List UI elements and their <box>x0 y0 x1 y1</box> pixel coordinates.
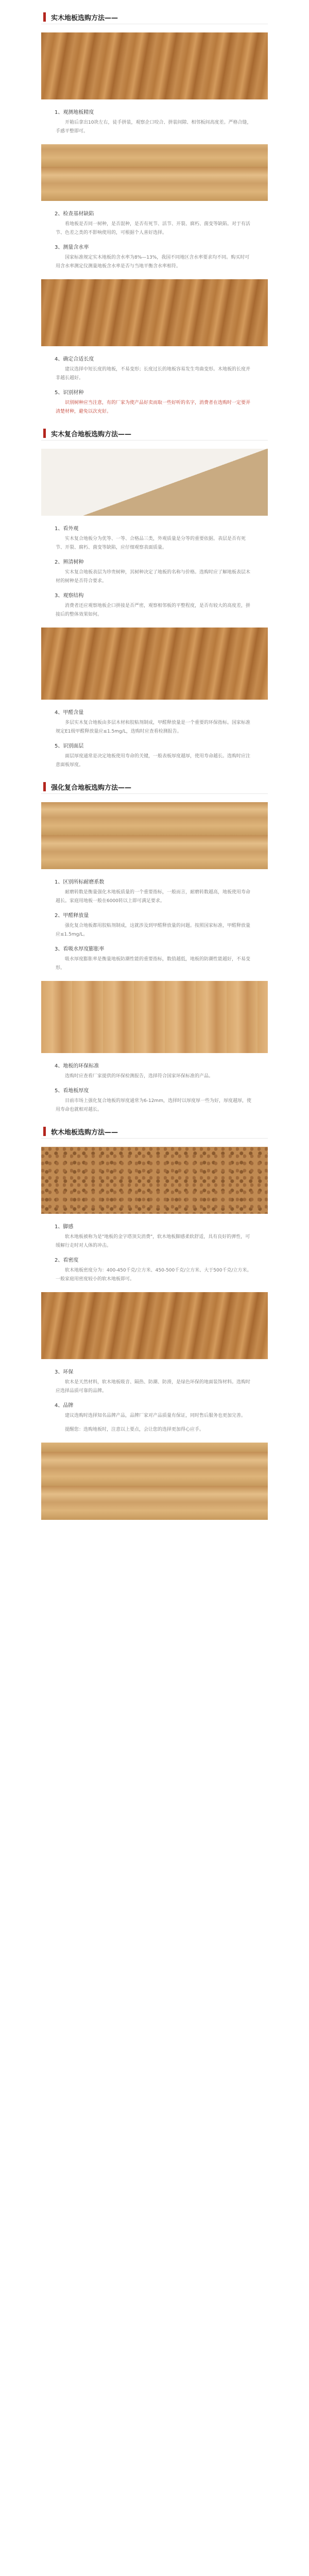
tip-heading: 4、甲醛含量 <box>55 710 84 716</box>
tip-heading: 3、环保 <box>55 1369 74 1375</box>
section-header-title: 强化复合地板选购方法—— <box>51 784 132 792</box>
tip-heading: 2、检查基材缺陷 <box>55 211 94 217</box>
wood-floor-photo <box>41 1443 268 1520</box>
tip-heading: 3、测量含水率 <box>55 245 89 250</box>
tip-heading: 4、地板的环保标准 <box>55 1063 99 1069</box>
tip-text: 面层厚度通常是决定地板使用寿命的关键，一般表板厚度越厚，使用寿命越长。选购时应注意面板厚度。 <box>56 754 251 768</box>
section-header-title: 软木地板选购方法—— <box>51 1128 118 1137</box>
tip-heading: 2、辨清树种 <box>55 560 84 565</box>
wood-floor-photo <box>41 981 268 1053</box>
tip-block <box>41 1256 268 1284</box>
tip-block <box>41 354 268 383</box>
tip-heading: 3、看吸水厚度膨胀率 <box>55 946 105 952</box>
tip-block <box>41 741 268 770</box>
tip-heading: 2、看密度 <box>55 1258 79 1263</box>
tip-heading: 1、区别所标耐磨系数 <box>55 879 105 885</box>
section-header-solid-wood <box>41 10 268 24</box>
article-page <box>41 10 268 1520</box>
section-header-title: 实木复合地板选购方法—— <box>51 430 132 438</box>
tip-heading: 1、看外观 <box>55 526 79 532</box>
header-accent-bar <box>43 1127 46 1136</box>
header-accent-bar <box>43 429 46 438</box>
tip-heading: 4、确定合适长度 <box>55 357 94 362</box>
tip-heading: 4、品牌 <box>55 1403 74 1409</box>
tip-text: 强化复合地板都用胶粘剂制成，这就涉及到甲醛释放量的问题。按照国家标准，甲醛释放量应≤1.5mg/L。 <box>56 923 251 937</box>
tip-heading: 2、甲醛释放量 <box>55 913 89 919</box>
tip-block <box>41 388 268 416</box>
tip-block <box>41 1401 268 1420</box>
tip-text: 软木地板密度分为：400-450千克/立方米、450-500千克/立方米、大于500千克/立方米。一般家庭用密度较小的软木地板即可。 <box>56 1268 252 1282</box>
section-header-title: 实木地板选购方法—— <box>51 14 118 22</box>
tip-heading: 3、观察结构 <box>55 593 84 599</box>
wood-floor-photo <box>41 32 268 99</box>
tip-heading: 5、识别面层 <box>55 743 84 749</box>
closing-note <box>41 1426 268 1434</box>
tip-heading: 1、观测地板精度 <box>55 110 94 115</box>
tip-block <box>41 1367 268 1396</box>
tip-text: 软木地板被称为是"地板的金字塔顶尖消费"，软木地板脚感柔软舒适，具有良好的弹性，可缓解行走时对人体的冲击。 <box>56 1234 250 1248</box>
cork-floor-photo <box>41 1147 268 1214</box>
tip-block <box>41 591 268 619</box>
tip-text: 实木复合地板分为优等、一等、合格品三类，外观质量是分等的重要依据。表层是否有死节、开裂、腐朽、菌变等缺陷，应仔细观察表面质量。 <box>56 536 246 550</box>
wood-floor-photo <box>41 628 268 700</box>
tip-text: 耐磨转数是衡量强化木地板质量的一个重要指标，一般而言，耐磨转数越高，地板使用寿命越长。家庭用地板一般在6000转以上即可满足要求。 <box>56 890 251 904</box>
tip-block <box>41 708 268 736</box>
section-header-engineered <box>41 427 268 440</box>
header-accent-bar <box>43 12 46 22</box>
tip-heading: 1、脚感 <box>55 1224 74 1230</box>
tip-text: 吸水厚度膨胀率是衡量地板防潮性能的重要指标，数值越低，地板的防潮性能越好，不易变形。 <box>56 957 251 971</box>
wood-floor-photo <box>41 144 268 201</box>
closing-text: 提醒您：选购地板时，注意以上要点，会让您的选择更加得心应手。 <box>65 1427 204 1432</box>
wood-floor-photo <box>41 802 268 869</box>
tip-text: 建议选择中短长度的地板，不易变形；长度过长的地板容易发生弯曲变形。木地板的长度并非越长越好。 <box>56 367 251 381</box>
wood-floor-photo <box>41 279 268 346</box>
tip-block <box>41 524 268 552</box>
tip-block <box>41 557 268 586</box>
tip-block <box>41 1222 268 1250</box>
tip-block <box>41 1061 268 1081</box>
tip-text: 看地板是否同一树种，是否混种，是否有死节、活节、开裂、腐朽、菌变等缺陷。对于有活节、色差之类的不影响使用的，可根据个人喜好选择。 <box>56 222 251 235</box>
tip-text: 开箱后拿出10块左右，徒手拼装，观察企口咬合、拼装间隙、相邻板间高度差。严格合缝，手感平整即可。 <box>56 120 252 134</box>
tip-block <box>41 209 268 238</box>
header-accent-bar <box>43 782 46 791</box>
tip-text: 软木是天然材料，软木地板吸音、隔热、防潮、防滑，是绿色环保的地面装饰材料。选购时应选择品质可靠的品牌。 <box>56 1380 251 1394</box>
tip-text: 多层实木复合地板由多层木材和胶粘剂制成，甲醛释放量是一个重要的环保指标。国家标准规定E1级甲醛释放量应≤1.5mg/L，选购时应查看检测报告。 <box>56 720 251 734</box>
tip-text: 国家标准规定实木地板的含水率为8%—13%，我国不同地区含水率要求均不同。购买时可用含水率测定仪测量地板含水率是否与当地平衡含水率相符。 <box>56 255 250 269</box>
wood-floor-photo <box>41 1292 268 1359</box>
tip-text: 消费者还应观察地板企口拼接是否严密，观察相邻板的平整程度，是否有较大的高度差，拼接后的整体效果如何。 <box>56 603 251 617</box>
section-header-cork <box>41 1125 268 1139</box>
tip-block <box>41 877 268 906</box>
tip-heading: 5、识别材种 <box>55 390 84 396</box>
tip-text: 选购时应查看厂家提供的环保检测报告，选择符合国家环保标准的产品。 <box>65 1074 214 1079</box>
tip-text: 实木复合地板表层为珍贵树种，其树种决定了地板的名称与价格。选购时应了解地板表层木材的树种是否符合要求。 <box>56 570 251 584</box>
tip-block <box>41 1086 268 1114</box>
tip-heading: 5、看地板厚度 <box>55 1088 89 1094</box>
section-header-laminate <box>41 780 268 794</box>
tip-block <box>41 243 268 271</box>
tip-text: 目前市场上强化复合地板的厚度通常为6-12mm，选择时以厚度厚一些为好，厚度越厚，使用寿命也就相对越长。 <box>56 1098 251 1112</box>
tip-text: 识别树种应当注意，有的厂家为使产品好卖而取一些好听的名字，消费者在选购时一定要弄清楚材种，避免以次充好。 <box>56 400 251 414</box>
tip-block <box>41 911 268 939</box>
tip-block <box>41 108 268 136</box>
wood-floor-photo <box>41 449 268 516</box>
tip-block <box>41 944 268 973</box>
tip-text: 建议选购时选择知名品牌产品，品牌厂家对产品质量有保证，同时售后服务也更加完善。 <box>65 1413 246 1418</box>
